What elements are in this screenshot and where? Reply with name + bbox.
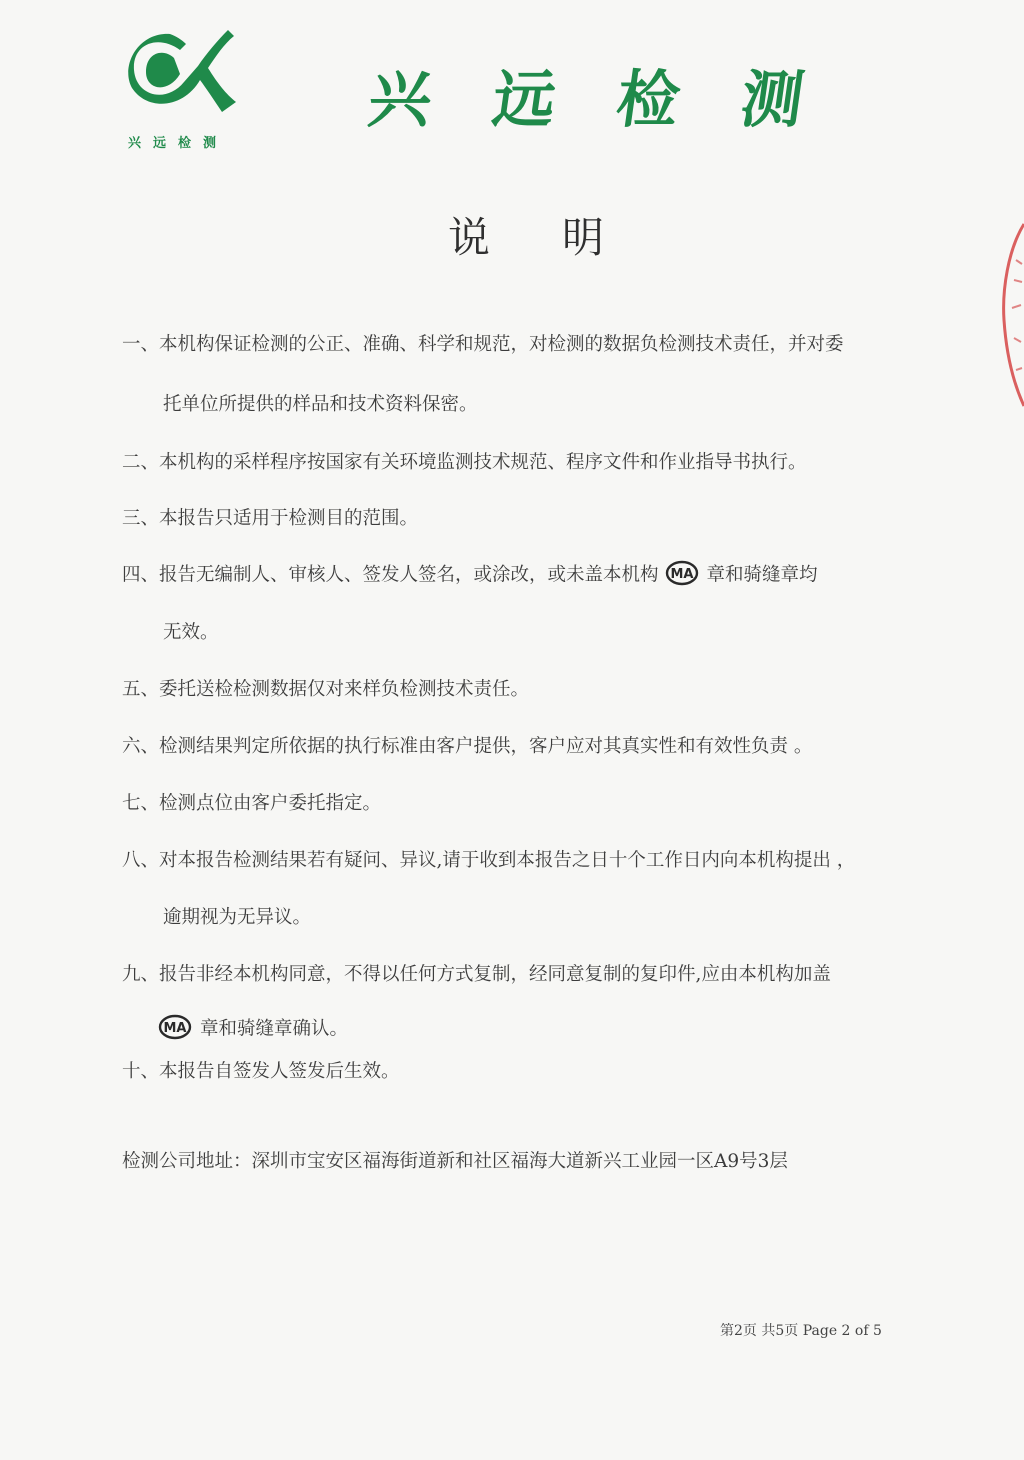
- clause-4-line-2: 无效。: [163, 622, 219, 643]
- logo-caption: 兴远检测: [128, 136, 229, 151]
- cma-mark-icon-2: [158, 1014, 192, 1045]
- cma-mark-label: MA: [670, 567, 694, 582]
- clause-1-line-2: 托单位所提供的样品和技术资料保密。: [163, 394, 478, 415]
- seal-stamp-edge: [994, 220, 1024, 410]
- document-title: 说明: [448, 213, 677, 262]
- company-address: 检测公司地址：深圳市宝安区福海街道新和社区福海大道新兴工业园一区A9号3层: [122, 1151, 788, 1172]
- clause-4-line-1: [122, 560, 818, 591]
- clause-6: 六、检测结果判定所依据的执行标准由客户提供，客户应对其真实性和有效性负责 。: [122, 736, 813, 757]
- clause-7: 七、检测点位由客户委托指定。: [122, 793, 382, 814]
- cma-mark-icon: [665, 560, 699, 591]
- clause-10: 十、本报告自签发人签发后生效。: [122, 1061, 400, 1082]
- clause-4-text-b: 章和骑缝章均: [706, 564, 818, 586]
- clause-2: 二、本机构的采样程序按国家有关环境监测技术规范、程序文件和作业指导书执行。: [122, 452, 807, 473]
- clause-1-line-1: 一、本机构保证检测的公正、准确、科学和规范，对检测的数据负检测技术责任，并对委: [122, 334, 844, 355]
- cma-mark-label-2: MA: [163, 1021, 187, 1036]
- clause-4-text-a: 四、报告无编制人、审核人、签发人签名，或涂改，或未盖本机构: [122, 564, 659, 586]
- clause-9-text-b: 章和骑缝章确认。: [200, 1018, 349, 1040]
- clause-5: 五、委托送检检测数据仅对来样负检测技术责任。: [122, 679, 530, 700]
- clause-9-line-1: 九、报告非经本机构同意，不得以任何方式复制，经同意复制的复印件,应由本机构加盖: [122, 964, 831, 985]
- clause-9-line-2: [158, 1014, 348, 1045]
- clause-8-line-2: 逾期视为无异议。: [163, 907, 312, 928]
- company-logo: [128, 30, 240, 112]
- page-number: 第2页 共5页 Page 2 of 5: [720, 1323, 882, 1339]
- clause-8-line-1: 八、对本报告检测结果若有疑问、异议,请于收到本报告之日十个工作日内向本机构提出 ，: [122, 850, 856, 871]
- brand-title: 兴远检测: [364, 63, 871, 136]
- clause-3: 三、本报告只适用于检测目的范围。: [122, 508, 419, 529]
